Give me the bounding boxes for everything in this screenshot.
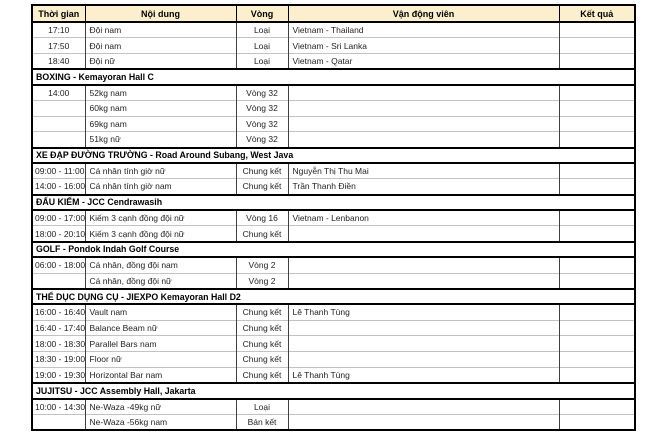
time-cell: 16:40 - 17:40	[32, 320, 85, 336]
table-row	[32, 210, 635, 226]
round-cell: Vòng 32	[236, 132, 288, 148]
column-header-content: Nội dung	[85, 5, 236, 22]
content-cell: Đội nam	[85, 38, 236, 54]
section-row	[32, 383, 635, 399]
content-cell: Floor nữ	[85, 351, 236, 367]
athlete-cell	[288, 399, 559, 415]
content-cell: 60kg nam	[85, 100, 236, 116]
table-row	[32, 304, 635, 320]
time-cell: 14:00	[32, 85, 85, 101]
result-cell	[559, 163, 635, 179]
section-title: BOXING - Kemayoran Hall C	[32, 69, 635, 85]
round-cell: Chung kết	[236, 336, 288, 352]
table-row	[32, 226, 635, 242]
content-cell: 52kg nam	[85, 85, 236, 101]
result-cell	[559, 226, 635, 242]
result-cell	[559, 320, 635, 336]
schedule-table	[31, 4, 636, 431]
round-cell: Vòng 2	[236, 257, 288, 273]
section-title: ĐẤU KIẾM - JCC Cendrawasih	[32, 195, 635, 211]
athlete-cell: Lê Thanh Tùng	[288, 367, 559, 383]
athlete-cell: Trần Thanh Điền	[288, 179, 559, 195]
time-cell: 06:00 - 18:00	[32, 257, 85, 273]
time-cell: 18:00 - 20:10	[32, 226, 85, 242]
round-cell: Chung kết	[236, 367, 288, 383]
content-cell: Kiếm 3 cạnh đồng đội nữ	[85, 226, 236, 242]
content-cell: Đội nam	[85, 22, 236, 38]
section-row	[32, 242, 635, 258]
table-row	[32, 399, 635, 415]
athlete-cell	[288, 273, 559, 289]
content-cell: Ne-Waza -56kg nam	[85, 414, 236, 430]
schedule-table-header	[32, 5, 635, 22]
table-row	[32, 320, 635, 336]
content-cell: Cá nhân, đồng đội nam	[85, 257, 236, 273]
time-cell: 09:00 - 11:00	[32, 163, 85, 179]
result-cell	[559, 257, 635, 273]
table-row	[32, 38, 635, 54]
section-title: GOLF - Pondok Indah Golf Course	[32, 242, 635, 258]
section-title: XE ĐẠP ĐƯỜNG TRƯỜNG - Road Around Subang, West Java	[32, 148, 635, 164]
result-cell	[559, 399, 635, 415]
table-row	[32, 22, 635, 38]
round-cell: Vòng 2	[236, 273, 288, 289]
round-cell: Chung kết	[236, 226, 288, 242]
result-cell	[559, 132, 635, 148]
time-cell: 10:00 - 14:30	[32, 399, 85, 415]
table-row	[32, 273, 635, 289]
round-cell: Vòng 32	[236, 100, 288, 116]
round-cell: Chung kết	[236, 351, 288, 367]
table-row	[32, 53, 635, 69]
athlete-cell: Lê Thanh Tùng	[288, 304, 559, 320]
table-row	[32, 132, 635, 148]
result-cell	[559, 210, 635, 226]
round-cell: Chung kết	[236, 304, 288, 320]
athlete-cell: Nguyễn Thị Thu Mai	[288, 163, 559, 179]
time-cell	[32, 414, 85, 430]
content-cell: Ne-Waza -49kg nữ	[85, 399, 236, 415]
round-cell: Loại	[236, 22, 288, 38]
time-cell: 18:40	[32, 53, 85, 69]
time-cell	[32, 100, 85, 116]
round-cell: Loại	[236, 53, 288, 69]
time-cell: 14:00 - 16:00	[32, 179, 85, 195]
content-cell: Cá nhân tính giờ nam	[85, 179, 236, 195]
athlete-cell	[288, 351, 559, 367]
content-cell: Cá nhân, đồng đội nữ	[85, 273, 236, 289]
result-cell	[559, 179, 635, 195]
content-cell: Kiếm 3 cạnh đồng đội nữ	[85, 210, 236, 226]
table-row	[32, 351, 635, 367]
result-cell	[559, 304, 635, 320]
content-cell: 51kg nữ	[85, 132, 236, 148]
athlete-cell	[288, 336, 559, 352]
content-cell: Vault nam	[85, 304, 236, 320]
table-row	[32, 85, 635, 101]
table-row	[32, 336, 635, 352]
section-row	[32, 69, 635, 85]
athlete-cell: Vietnam - Lenbanon	[288, 210, 559, 226]
round-cell: Chung kết	[236, 179, 288, 195]
round-cell: Chung kết	[236, 320, 288, 336]
athlete-cell: Vietnam - Sri Lanka	[288, 38, 559, 54]
time-cell: 16:00 - 16:40	[32, 304, 85, 320]
athlete-cell	[288, 100, 559, 116]
result-cell	[559, 38, 635, 54]
table-row	[32, 414, 635, 430]
column-header-athlete: Vận động viên	[288, 5, 559, 22]
time-cell: 18:30 - 19:00	[32, 351, 85, 367]
athlete-cell	[288, 132, 559, 148]
time-cell: 19:00 - 19:30	[32, 367, 85, 383]
time-cell: 18:00 - 18:30	[32, 336, 85, 352]
schedule-table-body	[32, 22, 635, 430]
athlete-cell	[288, 414, 559, 430]
round-cell: Vòng 32	[236, 85, 288, 101]
time-cell	[32, 273, 85, 289]
result-cell	[559, 367, 635, 383]
result-cell	[559, 414, 635, 430]
time-cell: 17:10	[32, 22, 85, 38]
section-title: THỂ DỤC DỤNG CỤ - JIEXPO Kemayoran Hall D2	[32, 289, 635, 305]
round-cell: Loại	[236, 38, 288, 54]
time-cell: 17:50	[32, 38, 85, 54]
athlete-cell	[288, 257, 559, 273]
result-cell	[559, 351, 635, 367]
result-cell	[559, 22, 635, 38]
result-cell	[559, 336, 635, 352]
athlete-cell	[288, 116, 559, 132]
athlete-cell: Vietnam - Qatar	[288, 53, 559, 69]
content-cell: Horizontal Bar nam	[85, 367, 236, 383]
result-cell	[559, 116, 635, 132]
athlete-cell	[288, 320, 559, 336]
table-row	[32, 100, 635, 116]
table-row	[32, 367, 635, 383]
table-row	[32, 163, 635, 179]
time-cell	[32, 132, 85, 148]
round-cell: Vòng 16	[236, 210, 288, 226]
round-cell: Vòng 32	[236, 116, 288, 132]
result-cell	[559, 53, 635, 69]
result-cell	[559, 273, 635, 289]
header-row	[32, 5, 635, 22]
section-row	[32, 195, 635, 211]
time-cell	[32, 116, 85, 132]
result-cell	[559, 85, 635, 101]
content-cell: Parallel Bars nam	[85, 336, 236, 352]
athlete-cell	[288, 85, 559, 101]
column-header-time: Thời gian	[32, 5, 85, 22]
table-row	[32, 257, 635, 273]
content-cell: Đội nữ	[85, 53, 236, 69]
table-row	[32, 179, 635, 195]
column-header-round: Vòng	[236, 5, 288, 22]
athlete-cell: Vietnam - Thailand	[288, 22, 559, 38]
content-cell: Cá nhân tính giờ nữ	[85, 163, 236, 179]
section-row	[32, 148, 635, 164]
table-row	[32, 116, 635, 132]
content-cell: Balance Beam nữ	[85, 320, 236, 336]
column-header-result: Kết quả	[559, 5, 635, 22]
round-cell: Loại	[236, 399, 288, 415]
round-cell: Chung kết	[236, 163, 288, 179]
round-cell: Bán kết	[236, 414, 288, 430]
section-row	[32, 289, 635, 305]
result-cell	[559, 100, 635, 116]
content-cell: 69kg nam	[85, 116, 236, 132]
time-cell: 09:00 - 17:00	[32, 210, 85, 226]
athlete-cell	[288, 226, 559, 242]
section-title: JUJITSU - JCC Assembly Hall, Jakarta	[32, 383, 635, 399]
